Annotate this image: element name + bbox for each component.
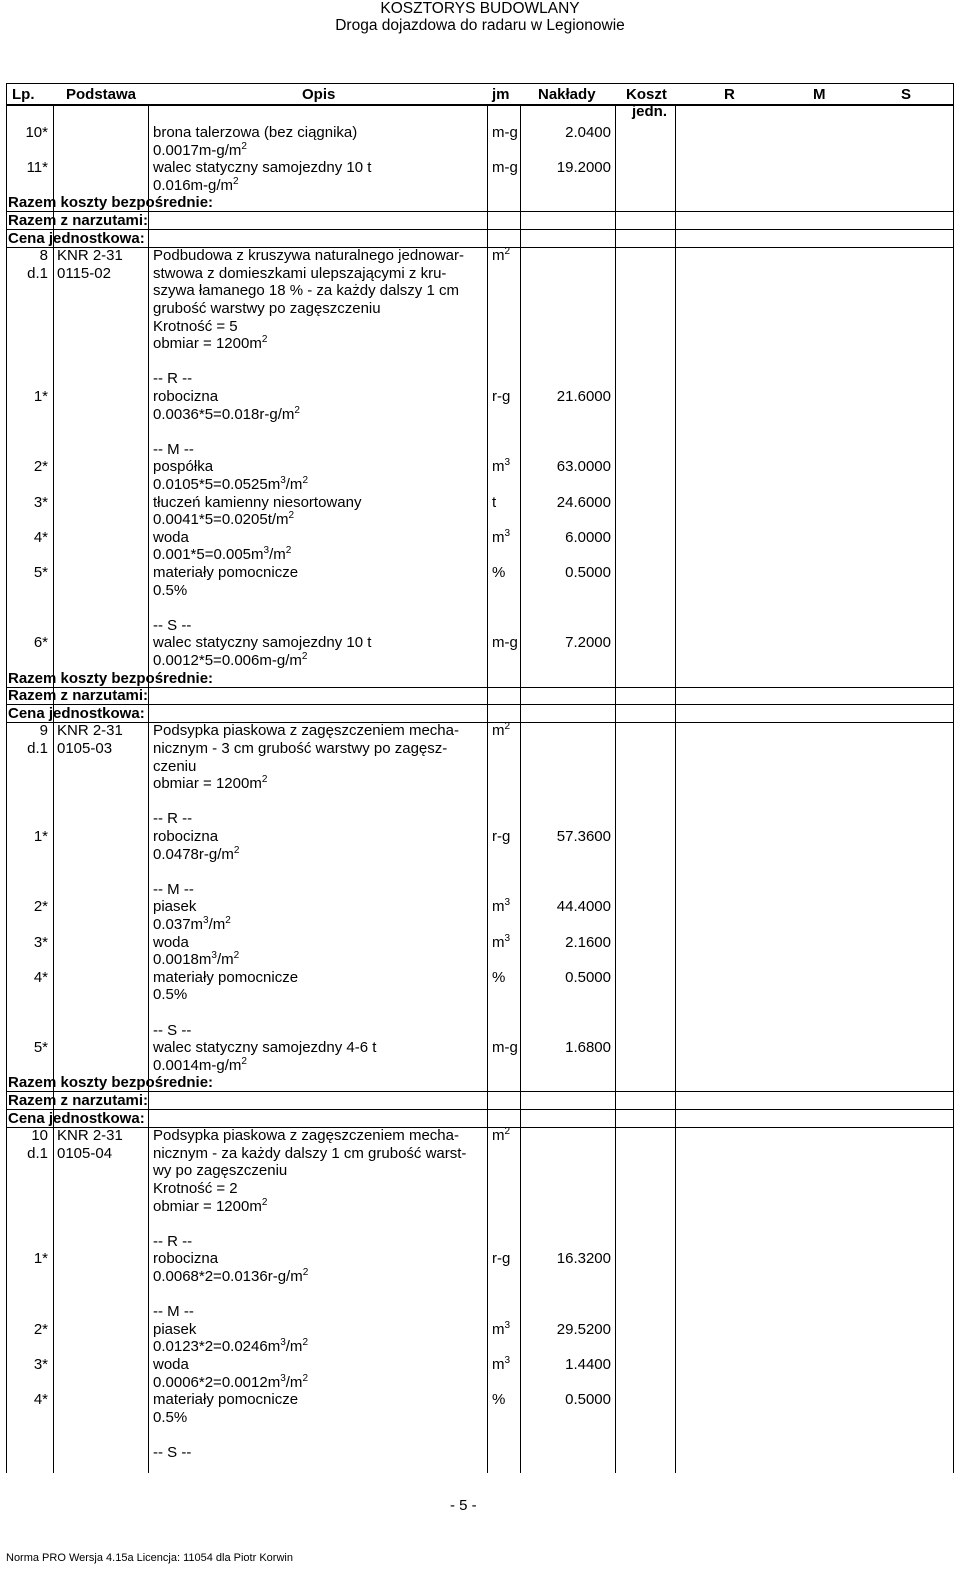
row-opis: $0.0068*2=0.0136r-g/m^2$ bbox=[153, 1267, 309, 1285]
row-jm: t bbox=[492, 494, 497, 511]
col-r: R bbox=[724, 86, 735, 103]
row-opis: $0.0478r-g/m^2$ bbox=[153, 845, 240, 863]
row-jm: r-g bbox=[492, 828, 511, 845]
row-lp: 1* bbox=[33, 1250, 48, 1267]
row-lp: 4* bbox=[33, 1391, 48, 1408]
row-divider bbox=[6, 211, 954, 212]
row-naklady: 6.0000 bbox=[565, 529, 611, 546]
row-opis: walec statyczny samojezdny 10 t bbox=[153, 634, 372, 651]
row-opis: 0.5% bbox=[153, 582, 188, 599]
row-naklady: 0.5000 bbox=[565, 1391, 611, 1408]
row-opis: 0.5% bbox=[153, 986, 188, 1003]
row-jm: $m^3$ bbox=[492, 457, 511, 475]
row-opis: -- R -- bbox=[153, 810, 193, 827]
row-opis: -- S -- bbox=[153, 1022, 192, 1039]
col-naklady: Nakłady bbox=[538, 86, 596, 103]
row-opis: czeniu bbox=[153, 758, 197, 775]
row-podstawa: 0105-04 bbox=[57, 1145, 113, 1162]
page-number: - 5 - bbox=[450, 1497, 477, 1514]
row-lp: 8 bbox=[39, 247, 48, 264]
row-opis: materiały pomocnicze bbox=[153, 1391, 299, 1408]
row-divider bbox=[6, 229, 954, 230]
row-opis: obmiar = $1200m^2$ bbox=[153, 1197, 268, 1215]
summary-row: Cena jednostkowa: bbox=[8, 705, 145, 722]
row-opis: nicznym - za każdy dalszy 1 cm grubość warst- bbox=[153, 1145, 467, 1162]
row-opis: Podsypka piaskowa z zagęszczeniem mecha- bbox=[153, 1127, 459, 1144]
row-jm: % bbox=[492, 969, 506, 986]
row-opis: -- S -- bbox=[153, 1444, 192, 1461]
row-opis: $0.0006*2=0.0012m^3/m^2$ bbox=[153, 1373, 308, 1391]
row-opis: $0.001*5=0.005m^3/m^2$ bbox=[153, 545, 292, 563]
row-opis: $0.0017m-g/m^2$ bbox=[153, 141, 247, 159]
row-jm: $m^2$ bbox=[492, 721, 511, 739]
row-opis: -- M -- bbox=[153, 1303, 194, 1320]
row-naklady: 44.4000 bbox=[556, 898, 611, 915]
row-opis: $0.0041*5=0.0205t/m^2$ bbox=[153, 510, 295, 528]
row-naklady: 63.0000 bbox=[556, 458, 611, 475]
row-lp: 1* bbox=[33, 828, 48, 845]
row-opis: piasek bbox=[153, 1321, 197, 1338]
row-opis: -- M -- bbox=[153, 881, 194, 898]
row-jm: $m^3$ bbox=[492, 897, 511, 915]
row-opis: piasek bbox=[153, 898, 197, 915]
row-opis: tłuczeń kamienny niesortowany bbox=[153, 494, 362, 511]
row-naklady: 1.4400 bbox=[565, 1356, 611, 1373]
col-podstawa: Podstawa bbox=[66, 86, 137, 103]
row-jm: m-g bbox=[492, 1039, 518, 1056]
row-lp: 2* bbox=[33, 1321, 48, 1338]
row-opis: materiały pomocnicze bbox=[153, 969, 299, 986]
row-divider bbox=[6, 1109, 954, 1110]
row-naklady: 2.1600 bbox=[565, 934, 611, 951]
row-jm: m-g bbox=[492, 124, 518, 141]
row-jm: m-g bbox=[492, 159, 518, 176]
summary-row: Razem koszty bezpośrednie: bbox=[8, 670, 214, 687]
row-podstawa: 0115-02 bbox=[57, 265, 111, 282]
row-opis: szywa łamanego 18 % - za każdy dalszy 1 cm bbox=[153, 282, 459, 299]
row-opis: -- M -- bbox=[153, 441, 194, 458]
row-opis: obmiar = $1200m^2$ bbox=[153, 334, 268, 352]
summary-row: Razem z narzutami: bbox=[8, 1092, 149, 1109]
row-lp: 3* bbox=[33, 1356, 48, 1373]
row-divider bbox=[6, 247, 954, 248]
summary-row: Razem koszty bezpośrednie: bbox=[8, 1074, 214, 1091]
row-divider bbox=[6, 704, 954, 705]
row-opis: stwowa z domieszkami ulepszającymi z kru- bbox=[153, 265, 447, 282]
row-lp: 10 bbox=[31, 1127, 48, 1144]
row-podstawa: KNR 2-31 bbox=[57, 247, 123, 264]
row-opis: robocizna bbox=[153, 388, 219, 405]
row-opis: $0.0014m-g/m^2$ bbox=[153, 1056, 247, 1074]
document-title: KOSZTORYS BUDOWLANY bbox=[380, 0, 580, 17]
row-opis: wy po zagęszczeniu bbox=[153, 1162, 288, 1179]
row-lp: d.1 bbox=[27, 740, 48, 757]
row-opis: walec statyczny samojezdny 4-6 t bbox=[153, 1039, 377, 1056]
row-naklady: 7.2000 bbox=[565, 634, 611, 651]
row-jm: $m^3$ bbox=[492, 933, 511, 951]
row-naklady: 0.5000 bbox=[565, 969, 611, 986]
row-lp: d.1 bbox=[27, 1145, 48, 1162]
row-jm: $m^2$ bbox=[492, 246, 511, 264]
row-opis: pospółka bbox=[153, 458, 214, 475]
row-opis: woda bbox=[153, 1356, 189, 1373]
row-opis: woda bbox=[153, 934, 189, 951]
row-divider bbox=[6, 1091, 954, 1092]
row-jm: $m^3$ bbox=[492, 1320, 511, 1338]
row-lp: 4* bbox=[33, 969, 48, 986]
row-lp: 5* bbox=[33, 564, 48, 581]
summary-row: Razem z narzutami: bbox=[8, 212, 149, 229]
row-podstawa: KNR 2-31 bbox=[57, 1127, 123, 1144]
row-opis: grubość warstwy po zagęszczeniu bbox=[153, 300, 381, 317]
row-opis: Podbudowa z kruszywa naturalnego jednowar- bbox=[153, 247, 465, 264]
row-opis: Krotność = 5 bbox=[153, 318, 238, 335]
row-jm: $m^3$ bbox=[492, 528, 511, 546]
row-opis: $0.037m^3/m^2$ bbox=[153, 915, 231, 933]
row-opis: materiały pomocnicze bbox=[153, 564, 299, 581]
col-opis: Opis bbox=[302, 86, 336, 103]
row-naklady: 29.5200 bbox=[556, 1321, 611, 1338]
row-opis: Krotność = 2 bbox=[153, 1180, 238, 1197]
row-naklady: 57.3600 bbox=[556, 828, 611, 845]
row-lp: 5* bbox=[33, 1039, 48, 1056]
row-opis: obmiar = $1200m^2$ bbox=[153, 774, 268, 792]
col-koszt-unit: jedn. bbox=[632, 103, 668, 120]
row-opis: $0.016m-g/m^2$ bbox=[153, 176, 239, 194]
row-jm: r-g bbox=[492, 388, 511, 405]
summary-row: Cena jednostkowa: bbox=[8, 230, 145, 247]
row-lp: 3* bbox=[33, 494, 48, 511]
row-naklady: 16.3200 bbox=[556, 1250, 611, 1267]
summary-row: Cena jednostkowa: bbox=[8, 1110, 145, 1127]
document-subtitle: Droga dojazdowa do radaru w Legionowie bbox=[335, 17, 625, 34]
row-lp: 1* bbox=[33, 388, 48, 405]
row-opis: $0.0036*5=0.018r-g/m^2$ bbox=[153, 405, 300, 423]
row-jm: % bbox=[492, 564, 506, 581]
row-podstawa: 0105-03 bbox=[57, 740, 113, 757]
row-lp: 9 bbox=[39, 722, 48, 739]
row-naklady: 0.5000 bbox=[565, 564, 611, 581]
row-naklady: 19.2000 bbox=[556, 159, 611, 176]
row-opis: $0.0105*5=0.0525m^3/m^2$ bbox=[153, 475, 308, 493]
row-lp: 4* bbox=[33, 529, 48, 546]
row-opis: $0.0123*2=0.0246m^3/m^2$ bbox=[153, 1337, 308, 1355]
row-opis: $0.0018m^3/m^2$ bbox=[153, 950, 240, 968]
row-lp: 2* bbox=[33, 898, 48, 915]
row-opis: 0.5% bbox=[153, 1409, 188, 1426]
summary-row: Razem z narzutami: bbox=[8, 687, 149, 704]
row-lp: 6* bbox=[33, 634, 48, 651]
row-opis: -- R -- bbox=[153, 1233, 193, 1250]
row-divider bbox=[6, 722, 954, 723]
row-naklady: 24.6000 bbox=[556, 494, 611, 511]
summary-row: Razem koszty bezpośrednie: bbox=[8, 194, 214, 211]
row-jm: $m^3$ bbox=[492, 1355, 511, 1373]
row-opis: walec statyczny samojezdny 10 t bbox=[153, 159, 372, 176]
row-jm: m-g bbox=[492, 634, 518, 651]
footer-license: Norma PRO Wersja 4.15a Licencja: 11054 dla Piotr Korwin bbox=[6, 1552, 293, 1564]
col-m: M bbox=[813, 86, 826, 103]
row-naklady: 21.6000 bbox=[556, 388, 611, 405]
row-opis: brona talerzowa (bez ciągnika) bbox=[153, 124, 358, 141]
row-opis: Podsypka piaskowa z zagęszczeniem mecha- bbox=[153, 722, 459, 739]
row-lp: d.1 bbox=[27, 265, 48, 282]
row-naklady: 1.6800 bbox=[565, 1039, 611, 1056]
row-lp: 3* bbox=[33, 934, 48, 951]
row-opis: robocizna bbox=[153, 828, 219, 845]
row-opis: woda bbox=[153, 529, 189, 546]
row-lp: 2* bbox=[33, 458, 48, 475]
row-naklady: 2.0400 bbox=[565, 124, 611, 141]
col-s: S bbox=[901, 86, 912, 103]
row-opis: robocizna bbox=[153, 1250, 219, 1267]
row-opis: nicznym - 3 cm grubość warstwy po zagęsz- bbox=[153, 740, 448, 757]
row-divider bbox=[6, 687, 954, 688]
row-jm: % bbox=[492, 1391, 506, 1408]
col-koszt: Koszt bbox=[626, 86, 667, 103]
col-jm: jm bbox=[492, 86, 510, 103]
col-lp: Lp. bbox=[12, 86, 35, 103]
row-podstawa: KNR 2-31 bbox=[57, 722, 123, 739]
row-jm: $m^2$ bbox=[492, 1126, 511, 1144]
row-opis: -- R -- bbox=[153, 370, 193, 387]
row-opis: $0.0012*5=0.006m-g/m^2$ bbox=[153, 651, 308, 669]
row-lp: 11* bbox=[26, 159, 48, 176]
row-opis: -- S -- bbox=[153, 617, 192, 634]
row-jm: r-g bbox=[492, 1250, 511, 1267]
row-divider bbox=[6, 1127, 954, 1128]
row-lp: 10* bbox=[25, 124, 48, 141]
